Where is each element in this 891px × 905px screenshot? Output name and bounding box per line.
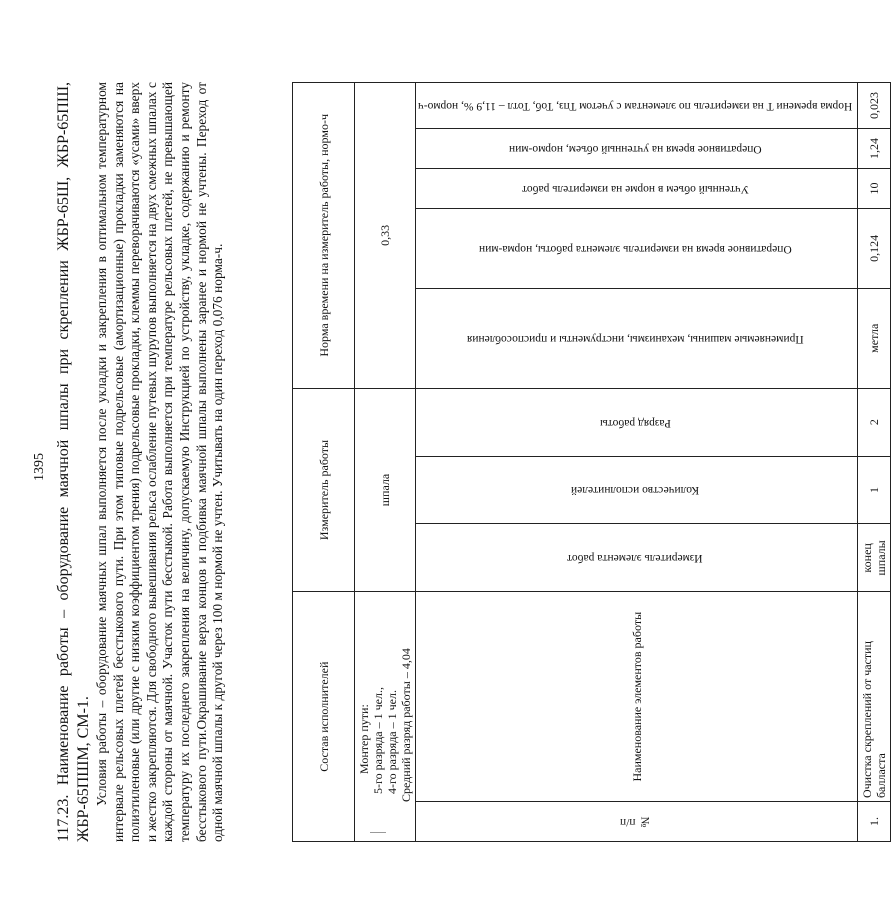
column-header-row (416, 83, 858, 842)
section-heading: 117.23. Наименование работы – оборудование маячной шпалы при скреплении ЖБР-65Ш, ЖБР-65ПШ, ЖБР-65ПШМ, СМ-1. (55, 82, 92, 842)
col-count: Количество исполнителей (416, 456, 858, 524)
work-conditions (94, 82, 227, 842)
col-norm-t: Норма времени Т на измеритель по элементам с учетом Тпз, Тоб, Тотл – 11,9 %, нормо-ч (416, 83, 858, 129)
meter-header: Измеритель работы (293, 388, 355, 592)
composition-cell (355, 592, 416, 842)
composition-line: Монтер пути: (357, 704, 371, 774)
cell-elem-meter: конец шпалы (858, 524, 891, 592)
cell-no: 1. (858, 802, 891, 842)
composition-header: Состав исполнителей (293, 592, 355, 842)
conditions-text: Условия работы – оборудование маячных шпал выполняется после укладки и закрепления в оптимальном температурном интервале рельсовых плетей бесстыкового пути. При этом типовые подрельсовые (амортизационные) прокладки заменяются на полиэтиленовые (или другие с низким коэффициентом трения) подрельсовые прокладки, клеммы переворачиваются «усами» вверх и жестко закрепляются. Для свободного вывешивания рельса ослабление путевых шурупов выполняется на двух смежных шпалах с каждой стороны от маячной. Участок пути бесстыкой. Работа выполняется при температуре рельсовых плетей, не превышающей температуру их последнего закрепления на величину, допускаемую Инструкцией по устройству, укладке, содержанию и ремонту бесстыкового пути.Окрашивание верха концов и подбивка маячной шпалы выполнены заранее и нормой не учтены. Переход от одной маячной шпалы к другой через 100 м нормой не учтен. Учитывать на один переход 0,076 норма-ч. (94, 82, 226, 842)
table-summary-row (355, 83, 416, 842)
composition-line: Средний разряд работы – 4,04 (399, 648, 413, 802)
cell-name: Очистка скреплений от частиц балласта (858, 592, 891, 802)
col-no: № п/п (416, 802, 858, 842)
col-optime-vol: Оперативное время на учтенный объем, нормо-мин (416, 129, 858, 169)
cell-optime: 0,124 (858, 208, 891, 288)
norm-table (292, 82, 891, 842)
composition-line: 4-го разряда – 1 чел. (385, 690, 399, 794)
meter-value: шпала (355, 388, 416, 592)
col-tools: Применяемые машины, механизмы, инструменты и приспособления (416, 288, 858, 388)
composition-line: 5-го разряда – 1 чел., (371, 687, 385, 794)
table-header-top (293, 83, 355, 842)
cell-tools: метла (858, 288, 891, 388)
cell-optime-vol: 1,24 (858, 129, 891, 169)
norm-header: Норма времени на измеритель работы, нормо-ч (293, 83, 355, 389)
col-name: Наименование элементов работы (416, 592, 858, 802)
cell-volume: 10 (858, 169, 891, 209)
table-row (858, 83, 891, 842)
scan-mark (370, 832, 386, 841)
col-grade: Разряд работы (416, 388, 858, 456)
col-optime: Оперативное время на измеритель элемента работы, норма-мин (416, 208, 858, 288)
cell-grade: 2 (858, 388, 891, 456)
page-number: 1395 (32, 453, 47, 481)
col-elem-meter: Измеритель элемента работ (416, 524, 858, 592)
norm-value: 0,33 (355, 83, 416, 389)
cell-count: 1 (858, 456, 891, 524)
col-volume: Учтенный объем в норме на измеритель работ (416, 169, 858, 209)
rotated-content (30, 72, 889, 862)
cell-norm-t: 0,023 (858, 83, 891, 129)
